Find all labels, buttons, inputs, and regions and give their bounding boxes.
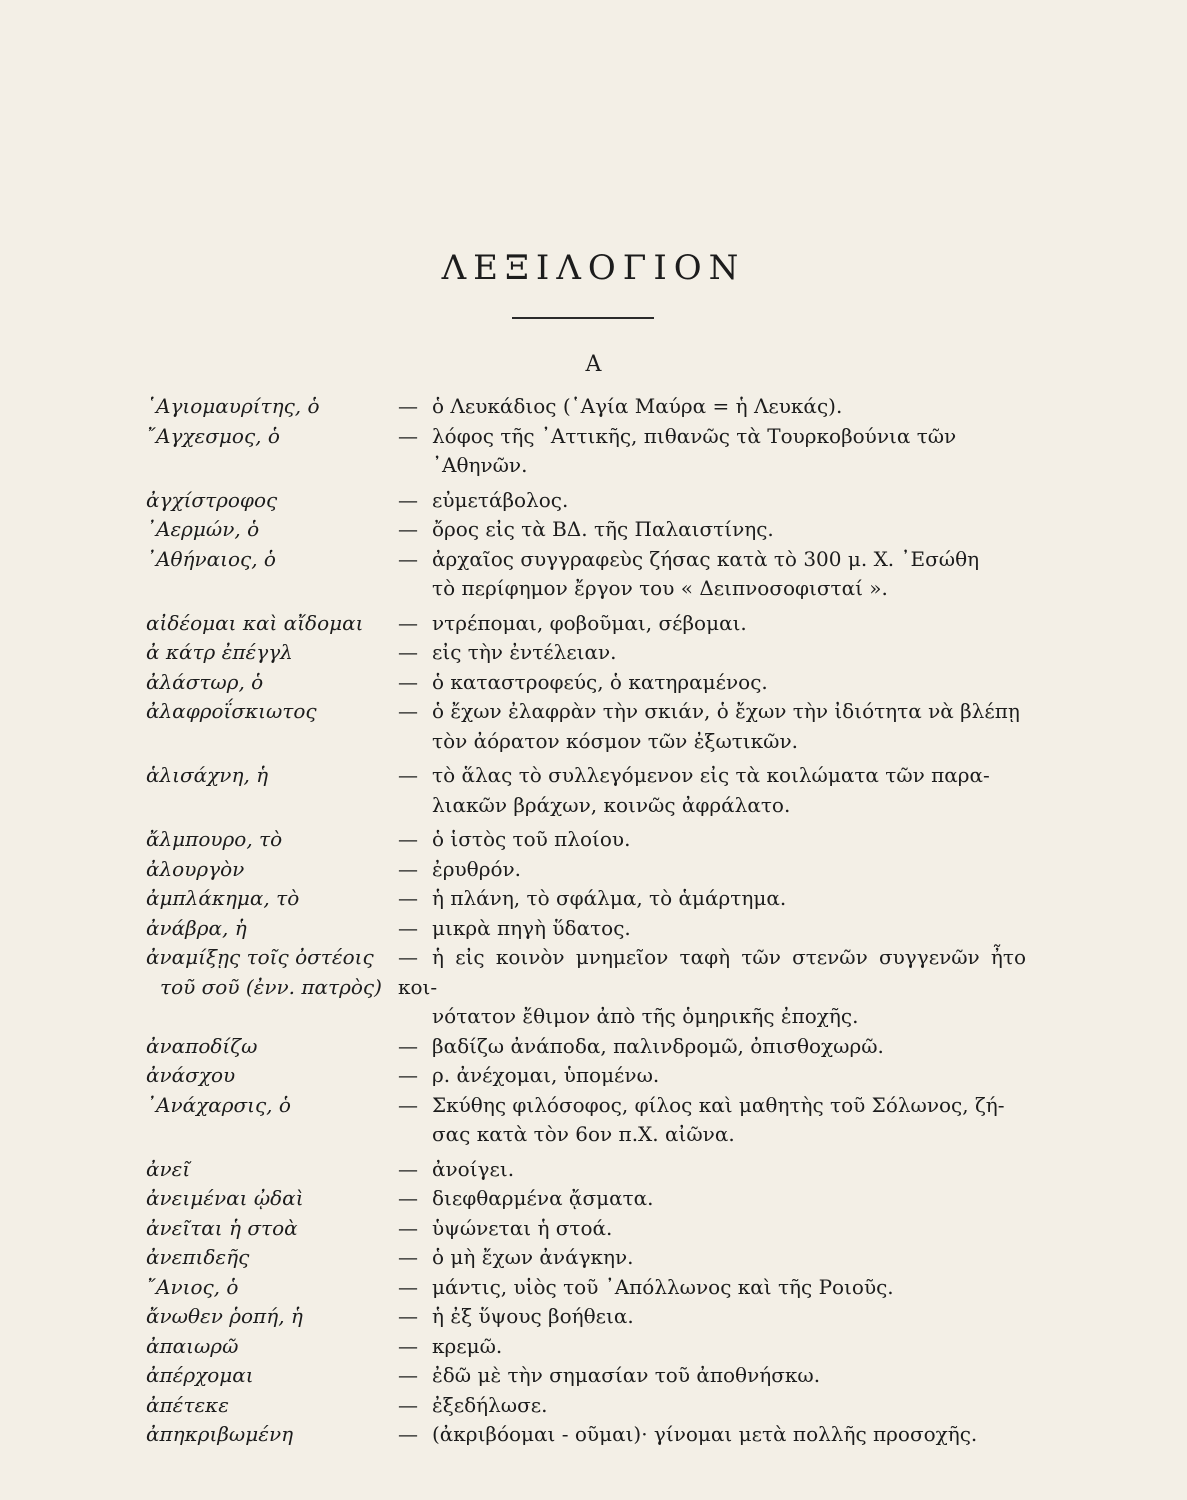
definition-text: νότατον ἔθιμον ἀπὸ τῆς ὁμηρικῆς ἐποχῆς. [432,1004,859,1028]
entry-definition [398,1361,1026,1391]
em-dash: — [398,423,418,448]
definition-line [398,486,1026,516]
em-dash: — [398,640,418,664]
glossary-entry [146,1214,1026,1244]
definition-line [398,545,1026,575]
entry-term-line: ἄλμπουρο, τὸ [146,827,283,851]
definition-line [398,761,1026,791]
definition-text: ἀνοίγει. [432,1156,515,1181]
entry-term [146,1361,398,1391]
bleed-through-text [150,52,1020,82]
entry-term-line: ἀνάβρα, ἡ [146,915,247,940]
entry-term-line: αἰδέομαι καὶ αἴδομαι [146,610,364,635]
em-dash: — [398,1274,418,1299]
definition-line [398,1032,1026,1062]
entry-term-line: ἀνειμέναι ᾠδαὶ [146,1186,304,1210]
definition-line [398,943,1026,1002]
entry-term [146,884,398,914]
entry-definition [398,1273,1026,1303]
definition-line [398,1332,1026,1362]
entry-term-line: ἀγχίστροφος [146,487,278,512]
entry-definition [398,825,1026,855]
definition-text: λιακῶν βράχων, κοινῶς ἀφράλατο. [432,792,791,817]
definition-line [398,1120,1026,1150]
entry-term [146,855,398,885]
definition-text: ἡ εἰς κοινὸν μνημεῖον ταφὴ τῶν στενῶν συγγενῶν ἦτο κοι- [398,945,1026,999]
entry-term [146,1273,398,1303]
glossary-entry [146,638,1026,668]
definition-line [398,1214,1026,1244]
entry-term [146,638,398,668]
entry-term [146,1032,398,1062]
glossary-entry [146,486,1026,516]
em-dash: — [398,669,418,694]
em-dash: — [398,610,418,635]
definition-text: εὐμετάβολος. [432,487,569,512]
section-letter: Α [585,352,602,377]
em-dash: — [398,1333,418,1358]
entry-definition [398,1155,1026,1185]
entry-definition [398,697,1026,756]
definition-line [398,1391,1026,1421]
glossary-entry [146,1155,1026,1185]
entry-term-line: ἀπαιωρῶ [146,1333,239,1358]
definition-text: ὁ καταστροφεύς, ὁ κατηραμένος. [432,669,768,694]
definition-line [398,1091,1026,1121]
em-dash: — [398,1245,418,1269]
em-dash: — [398,856,418,881]
definition-line [398,1184,1026,1214]
entry-term [146,1091,398,1121]
entry-term-line: ἀνάσχου [146,1063,236,1087]
definition-text: σας κατὰ τὸν 6ον π.Χ. αἰῶνα. [432,1122,735,1146]
entry-term [146,668,398,698]
definition-line [398,1361,1026,1391]
entry-definition [398,1302,1026,1332]
definition-line [398,1155,1026,1185]
definition-text: κρεμῶ. [432,1333,503,1358]
entry-term-line: ἀλάστωρ, ὁ [146,669,264,694]
em-dash: — [398,1092,418,1117]
definition-text: εἰς τὴν ἐντέλειαν. [432,640,617,664]
em-dash: — [398,915,418,940]
entry-term [146,761,398,791]
entry-term-line: ἀπηκριβωμένη [146,1422,294,1446]
definition-text: ντρέπομαι, φοβοῦμαι, σέβομαι. [432,610,747,635]
definition-line [398,422,1026,452]
entry-term [146,697,398,727]
definition-text: ὁ ἱστὸς τοῦ πλοίου. [432,827,631,851]
definition-text: (ἀκριβόομαι - οῦμαι)· γίνομαι μετὰ πολλῆς προσοχῆς. [432,1422,978,1446]
entry-definition [398,1061,1026,1091]
entry-term [146,1391,398,1421]
page-title: ΛΕΞΙΛΟΓΙΟΝ [441,248,746,288]
entry-term-line: ἀλαφροΐσκιωτος [146,699,317,723]
glossary-entry [146,825,1026,855]
definition-text: ὄρος εἰς τὰ ΒΔ. τῆς Παλαιστίνης. [432,517,774,541]
entry-term-line: ῎Αγχεσμος, ὁ [146,423,280,448]
definition-text: ἡ πλάνη, τὸ σφάλμα, τὸ ἁμάρτημα. [432,886,787,910]
definition-text: τὸν ἀόρατον κόσμον τῶν ἐξωτικῶν. [432,728,798,753]
definition-text: ὁ Λευκάδιος (῾Αγία Μαύρα = ἡ Λευκάς). [432,394,843,418]
entry-definition [398,914,1026,944]
definition-line [398,392,1026,422]
em-dash: — [398,517,418,541]
entry-term [146,1184,398,1214]
entry-definition [398,609,1026,639]
glossary-entry [146,668,1026,698]
entry-term [146,825,398,855]
definition-text: βαδίζω ἀνάποδα, παλινδρομῶ, ὀπισθοχωρῶ. [432,1033,884,1058]
definition-text: ὑψώνεται ἡ στοά. [432,1215,613,1240]
entry-term-line: τοῦ σοῦ (ἐνν. πατρὸς) [160,974,382,999]
definition-line [398,668,1026,698]
entry-definition [398,392,1026,422]
glossary-entry [146,1032,1026,1062]
entry-term-line: ἀναποδίζω [146,1033,258,1058]
em-dash: — [398,1063,418,1087]
entry-definition [398,1332,1026,1362]
em-dash: — [398,1392,418,1417]
entry-term-line: ᾿Αερμών, ὁ [146,517,260,541]
entry-term [146,1302,398,1332]
definition-line [398,515,1026,545]
glossary-entry [146,1273,1026,1303]
entry-definition [398,1214,1026,1244]
entry-term-line: ἄνωθεν ῥοπή, ἡ [146,1304,303,1328]
definition-text: ἐξεδήλωσε. [432,1392,548,1417]
em-dash: — [398,487,418,512]
glossary-entry [146,697,1026,756]
entry-term [146,609,398,639]
entry-term-line: ῎Ανιος, ὁ [146,1274,239,1299]
definition-text: Σκύθης φιλόσοφος, φίλος καὶ μαθητὴς τοῦ Σόλωνος, ζή- [432,1092,1005,1117]
entry-definition [398,638,1026,668]
glossary-list [146,392,1026,1450]
definition-text: ἐδῶ μὲ τὴν σημασίαν τοῦ ἀποθνήσκω. [432,1363,821,1387]
definition-line [398,1273,1026,1303]
definition-text: ὁ ἔχων ἐλαφρὰν τὴν σκιάν, ὁ ἔχων τὴν ἰδιότητα νὰ βλέπῃ [432,699,1020,723]
definition-text: μάντις, υἱὸς τοῦ ᾿Απόλλωνος καὶ τῆς Ροιοῦς. [432,1274,894,1299]
entry-term [146,1243,398,1273]
definition-line [398,914,1026,944]
glossary-entry [146,855,1026,885]
entry-definition [398,422,1026,481]
entry-definition [398,884,1026,914]
entry-term [146,1155,398,1185]
em-dash: — [398,763,418,787]
definition-line [398,1420,1026,1450]
definition-text: ἐρυθρόν. [432,856,522,881]
entry-definition [398,1091,1026,1150]
glossary-entry [146,761,1026,820]
entry-term [146,545,398,575]
definition-line [398,451,1026,481]
entry-term-line: ἁλισάχνη, ἡ [146,763,269,787]
definition-text: τὸ ἅλας τὸ συλλεγόμενον εἰς τὰ κοιλώματα τῶν παρα- [432,763,990,787]
definition-line [398,609,1026,639]
definition-line [398,638,1026,668]
entry-definition [398,515,1026,545]
glossary-entry [146,1243,1026,1273]
title-rule [512,317,654,319]
em-dash: — [398,394,418,418]
entry-definition [398,486,1026,516]
em-dash: — [398,1215,418,1240]
glossary-entry [146,914,1026,944]
entry-term-line: ἀναμίξῃς τοῖς ὀστέοις [146,945,374,969]
em-dash: — [398,1422,418,1446]
glossary-entry [146,1302,1026,1332]
entry-term [146,1214,398,1244]
glossary-entry [146,1420,1026,1450]
glossary-entry [146,1391,1026,1421]
entry-definition [398,1391,1026,1421]
entry-term [146,486,398,516]
definition-line [398,884,1026,914]
definition-line [398,1302,1026,1332]
entry-definition [398,668,1026,698]
definition-text: τὸ περίφημον ἔργον του « Δειπνοσοφισταί ». [432,576,888,600]
glossary-entry [146,1184,1026,1214]
glossary-entry [146,1332,1026,1362]
definition-line [398,697,1026,727]
entry-term-line: ῾Αγιομαυρίτης, ὁ [146,394,320,418]
em-dash: — [398,1304,418,1328]
glossary-entry [146,943,1026,1032]
definition-text: ὁ μὴ ἔχων ἀνάγκην. [432,1245,634,1269]
entry-definition [398,1184,1026,1214]
em-dash: — [398,1156,418,1181]
definition-line [398,1002,1026,1032]
definition-text: λόφος τῆς ᾿Αττικῆς, πιθανῶς τὰ Τουρκοβούνια τῶν [432,423,957,448]
em-dash: — [398,1186,418,1210]
definition-line [398,727,1026,757]
entry-definition [398,545,1026,604]
entry-term-line: ἀπέτεκε [146,1392,230,1417]
entry-term-line: ἀνεῖ [146,1156,191,1181]
definition-text: διεφθαρμένα ᾄσματα. [432,1186,654,1210]
glossary-entry [146,392,1026,422]
definition-text: μικρὰ πηγὴ ὕδατος. [432,915,631,940]
em-dash: — [398,827,418,851]
entry-definition [398,855,1026,885]
glossary-entry [146,1361,1026,1391]
definition-text: ᾿Αθηνῶν. [432,453,528,477]
entry-definition [398,761,1026,820]
glossary-entry [146,884,1026,914]
entry-definition [398,1243,1026,1273]
em-dash: — [398,546,418,571]
definition-text: ἀρχαῖος συγγραφεὺς ζήσας κατὰ τὸ 300 μ. Χ. ᾿Εσώθη [432,546,980,571]
entry-term [146,515,398,545]
entry-term [146,1420,398,1450]
entry-term-line: ἀμπλάκημα, τὸ [146,886,300,910]
em-dash: — [398,1033,418,1058]
entry-term-line: ἀ κάτρ ἐπέγγλ [146,640,293,664]
definition-text: ρ. ἀνέχομαι, ὑπομένω. [432,1063,660,1087]
em-dash: — [398,699,418,723]
glossary-entry [146,515,1026,545]
entry-term [146,422,398,452]
em-dash: — [398,886,418,910]
em-dash: — [398,945,418,969]
definition-line [398,574,1026,604]
glossary-entry [146,609,1026,639]
entry-definition [398,1420,1026,1450]
entry-term-line: ἀνεῖται ἡ στοὰ [146,1215,298,1240]
entry-term [146,914,398,944]
entry-term-line: ἀλουργὸν [146,856,245,881]
entry-term [146,1061,398,1091]
entry-term-line: ἀπέρχομαι [146,1363,254,1387]
glossary-entry [146,545,1026,604]
entry-term [146,1332,398,1362]
entry-term-line: ᾿Ανάχαρσις, ὁ [146,1092,291,1117]
definition-line [398,1061,1026,1091]
definition-line [398,855,1026,885]
glossary-entry [146,422,1026,481]
definition-line [398,791,1026,821]
entry-term-line: ᾿Αθήναιος, ὁ [146,546,276,571]
entry-term-line: ἀνεπιδεῆς [146,1245,250,1269]
entry-term [146,392,398,422]
glossary-entry [146,1061,1026,1091]
definition-line [398,1243,1026,1273]
glossary-entry [146,1091,1026,1150]
definition-line [398,825,1026,855]
em-dash: — [398,1363,418,1387]
entry-term [146,943,398,1002]
definition-text: ἡ ἐξ ὕψους βοήθεια. [432,1304,634,1328]
entry-definition [398,943,1026,1032]
entry-definition [398,1032,1026,1062]
